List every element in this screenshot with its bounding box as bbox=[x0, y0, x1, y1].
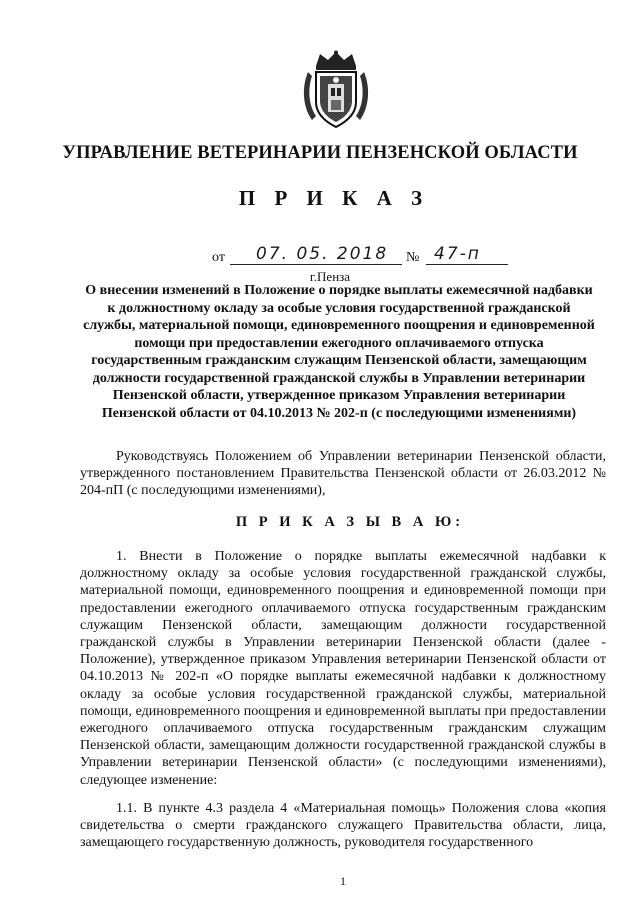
date-number-line bbox=[212, 244, 512, 268]
page-number: 1 bbox=[340, 874, 346, 888]
order-heading: П Р И К А З Ы В А Ю: bbox=[235, 514, 465, 530]
document-type: П Р И К А З bbox=[238, 186, 430, 210]
preamble-paragraph bbox=[80, 448, 606, 500]
item-1-1-text: 1.1. В пункте 4.3 раздела 4 «Материальная помощь» Положения слова «копия свидетельства о смерти гражданского служащего Правительства области, лица, замещающего государственную должность, руководителя государственного bbox=[80, 801, 606, 851]
document-title: О внесении изменений в Положение о порядке выплаты ежемесячной надбавки к должностному окладу за особые условия государственной гражданской службы, материальной помощи, единовременного поощрения и единовременной помощи при предоставлении ежегодного оплачиваемого отпуска государственным гражданским служащим Пензенской области, замещающим должности государственной гражданской службы в Управлении ветеринарии Пензенской области, утвержденное приказом Управления ветеринарии Пензенской области от 04.10.2013 № 202-п (с последующими изменениями) bbox=[83, 283, 595, 421]
item-1-1-paragraph bbox=[80, 800, 606, 852]
item-1-text: 1. Внести в Положение о порядке выплаты ежемесячной надбавки к должностному окладу за особые условия государственной гражданской службы, материальной помощи, единовременного поощрения и единовременной помощи при предоставлении ежегодного оплачиваемого отпуска государственным гражданским служащим Пензенской области, замещающим должности государственной гражданской службы в Управлении ветеринарии Пензенской области (далее - Положение), утвержденное приказом Управления ветеринарии Пензенской области от 04.10.2013 № 202-п «О порядке выплаты ежемесячной надбавки к должностному окладу за особые условия государственной гражданской службы, материальной помощи, единовременного поощрения и единовременной выплаты при предоставлении ежегодного оплачиваемого отпуска государственным гражданским служащим Пензенской области, замещающим должности государственной гражданской службы в Управлении ветеринарии Пензенской области» (с последующими изменениями), следующее изменение: bbox=[80, 549, 606, 788]
number-label: № bbox=[406, 250, 420, 265]
city-name: г.Пенза bbox=[309, 269, 351, 284]
item-1-paragraph bbox=[80, 548, 606, 789]
handwritten-date: 07. 05. 2018 bbox=[256, 244, 389, 264]
preamble-text: Руководствуясь Положением об Управлении ветеринарии Пензенской области, утвержденного постановлением Правительства Пензенской области от 26.03.2012 № 204-пП (с последующими изменениями), bbox=[80, 449, 606, 499]
number-underline bbox=[426, 264, 508, 265]
handwritten-number: 47-п bbox=[434, 244, 481, 264]
date-label: от bbox=[212, 250, 225, 265]
coat-of-arms-emblem bbox=[302, 50, 370, 130]
organization-name: УПРАВЛЕНИЕ ВЕТЕРИНАРИИ ПЕНЗЕНСКОЙ ОБЛАСТИ bbox=[62, 143, 578, 163]
date-underline bbox=[230, 264, 402, 265]
